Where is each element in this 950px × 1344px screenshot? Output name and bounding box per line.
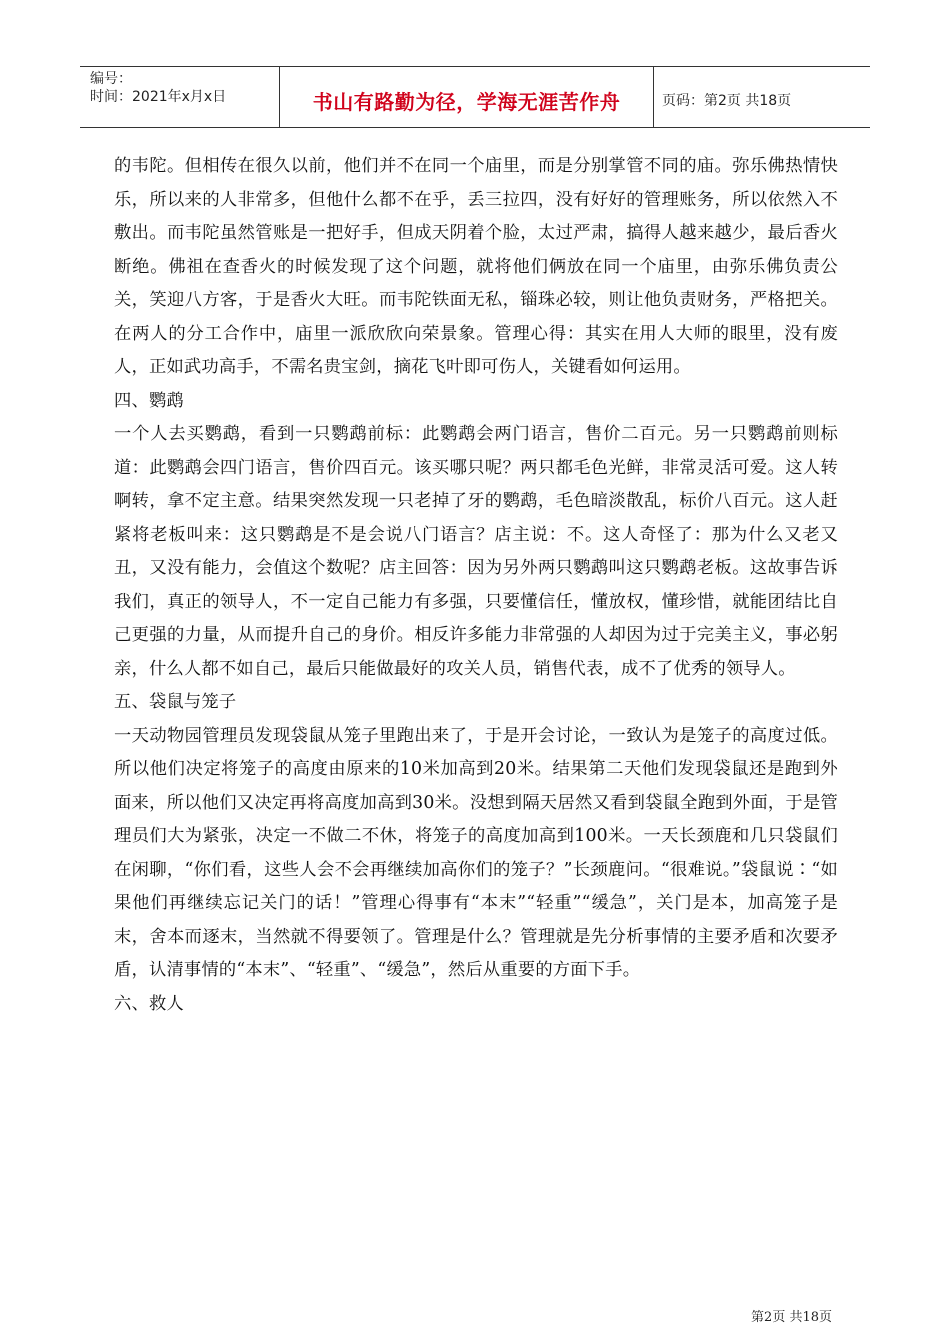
paragraph: 一天动物园管理员发现袋鼠从笼子里跑出来了，于是开会讨论，一致认为是笼子的高度过低。所以他们决定将笼子的高度由原来的10米加高到20米。结果第二天他们发现袋鼠还是跑到外面来，所以他们又决定再将高度加高到30米。没想到隔天居然又看到袋鼠全跑到外面，于是管理员们大为紧张，决定一不做二不休，将笼子的高度加高到100米。一天长颈鹿和几只袋鼠们在闲聊，“你们看，这些人会不会再继续加高你们的笼子？”长颈鹿问。“很难说。”袋鼠说∶“如果他们再继续忘记关门的话！”管理心得事有“本末”“轻重”“缓急”，关门是本，加高笼子是末，舍本而逐末，当然就不得要领了。管理是什么？管理就是先分析事情的主要矛盾和次要矛盾，认清事情的“本末”、“轻重”、“缓急”，然后从重要的方面下手。 bbox=[114, 725, 838, 980]
paragraph: 的韦陀。但相传在很久以前，他们并不在同一个庙里，而是分别掌管不同的庙。弥乐佛热情快乐，所以来的人非常多，但他什么都不在乎，丢三拉四，没有好好的管理账务，所以依然入不敷出。而韦陀虽然管账是一把好手，但成天阴着个脸，太过严肃，搞得人越来越少，最后香火断绝。佛祖在查香火的时候发现了这个问题，就将他们俩放在同一个庙里，由弥乐佛负责公关，笑迎八方客，于是香火大旺。而韦陀铁面无私，锱珠必较，则让他负责财务，严格把关。在两人的分工合作中，庙里一派欣欣向荣景象。管理心得：其实在用人大师的眼里，没有废人，正如武功高手，不需名贵宝剑，摘花飞叶即可伤人，关键看如何运用。 bbox=[114, 156, 838, 377]
header-motto: 书山有路勤为径，学海无涯苦作舟 bbox=[280, 67, 654, 127]
section-heading: 六、救人 bbox=[114, 993, 184, 1014]
paragraph: 一个人去买鹦鹉，看到一只鹦鹉前标：此鹦鹉会两门语言，售价二百元。另一只鹦鹉前则标道：此鹦鹉会四门语言，售价四百元。该买哪只呢？两只都毛色光鲜，非常灵活可爱。这人转啊转，拿不定主意。结果突然发现一只老掉了牙的鹦鹉，毛色暗淡散乱，标价八百元。这人赶紧将老板叫来：这只鹦鹉是不是会说八门语言？店主说：不。这人奇怪了：那为什么又老又丑，又没有能力，会值这个数呢？店主回答：因为另外两只鹦鹉叫这只鹦鹉老板。这故事告诉我们，真正的领导人，不一定自己能力有多强，只要懂信任，懂放权，懂珍惜，就能团结比自己更强的力量，从而提升自己的身价。相反许多能力非常强的人却因为过于完美主义，事必躬亲，什么人都不如自己，最后只能做最好的攻关人员，销售代表，成不了优秀的领导人。 bbox=[114, 424, 838, 679]
document-time-label: 时间：2021年x月x日 bbox=[90, 89, 227, 105]
page-footer: 第2页 共18页 bbox=[751, 1310, 832, 1325]
section-heading: 四、鹦鹉 bbox=[114, 390, 184, 411]
header-meta bbox=[80, 67, 280, 127]
document-body bbox=[114, 150, 838, 1021]
section-heading: 五、袋鼠与笼子 bbox=[114, 692, 237, 712]
document-number-label: 编号： bbox=[90, 71, 132, 87]
page-header bbox=[80, 66, 870, 128]
header-page-info: 页码：第2页 共18页 bbox=[662, 93, 792, 109]
